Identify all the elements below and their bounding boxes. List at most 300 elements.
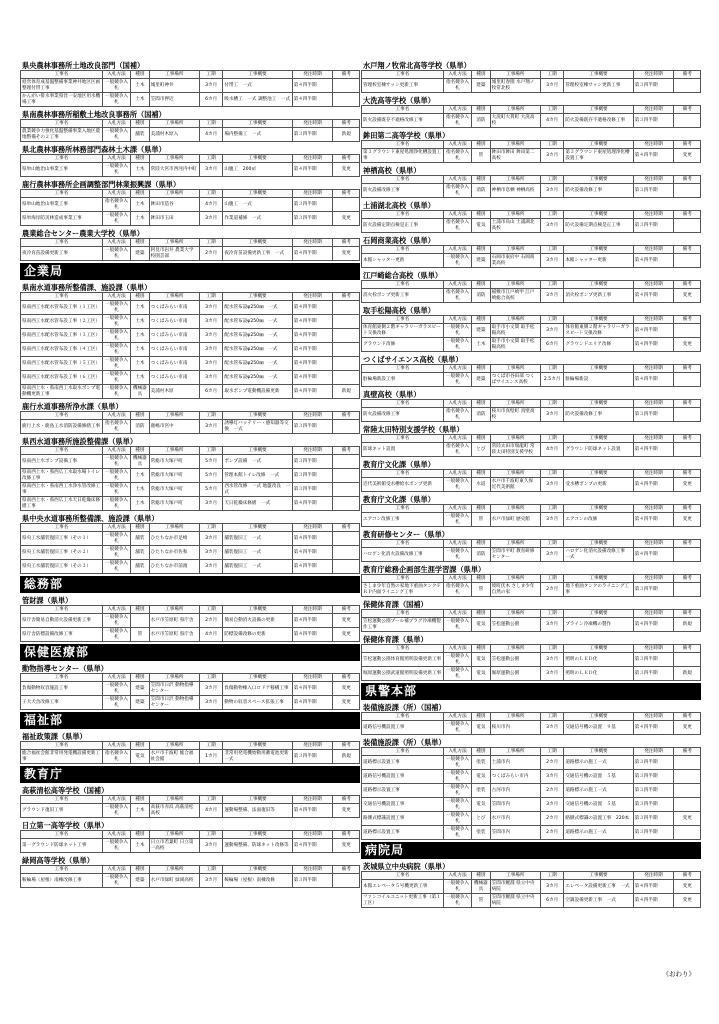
construction-table [20, 830, 360, 853]
table-row [21, 128, 360, 142]
column-header: 工事概要 [564, 176, 633, 184]
table-cell: 第４四半期 [292, 560, 333, 574]
section-title: 神栖高校（県単） [363, 166, 421, 175]
construction-table [20, 865, 360, 888]
column-header: 入札方法 [102, 412, 130, 420]
section [20, 731, 360, 764]
table-cell: 県南西工水配水管布設工事（２工区） [21, 315, 103, 329]
column-header: 工事概要 [564, 872, 633, 880]
table-row [21, 682, 360, 696]
column-header: 種別 [472, 505, 491, 513]
column-header: 工期 [540, 505, 563, 513]
column-header: 工事名 [21, 239, 103, 247]
column-header: 種別 [131, 447, 150, 455]
table-cell: 一般競争入札 [102, 329, 130, 343]
table-cell: 一般競争入札 [102, 682, 130, 696]
table-row [362, 443, 701, 457]
table-cell [674, 254, 701, 268]
table-cell: 指名競争入札 [102, 420, 130, 434]
section [361, 529, 701, 562]
table-row [21, 750, 360, 764]
section [20, 595, 360, 642]
table-cell: 鉾田市造谷 [149, 198, 199, 212]
table-cell: 第３四半期 [292, 212, 333, 226]
column-header: 発注時期 [292, 831, 333, 839]
column-header: 入札方法 [102, 866, 130, 874]
table-cell: 5カ月 [199, 469, 222, 483]
column-header: 備考 [674, 316, 701, 324]
column-header: 入札方法 [102, 447, 130, 455]
table-row [21, 483, 360, 497]
table-row [21, 614, 360, 628]
table-cell: 第４四半期 [633, 149, 674, 163]
table-cell: ポンプ設備 一式 [223, 455, 292, 469]
table-cell: 一般競争入札 [102, 301, 130, 315]
header-row [362, 872, 701, 880]
table-cell: 第３四半期 [633, 798, 674, 812]
column-header: 工事場所 [490, 365, 540, 373]
table-row [362, 79, 701, 93]
column-header: 種別 [131, 190, 150, 198]
column-header: 発注時期 [633, 610, 674, 618]
table-cell: 一般競争入札 [102, 93, 130, 107]
table-cell: 県単山地治山事業工事 [21, 163, 103, 177]
table-cell: 阿見市岩井 農業大学校園芸部 [149, 247, 199, 261]
construction-table [20, 673, 360, 710]
column-header: 種別 [472, 365, 491, 373]
column-header: 工事名 [362, 176, 444, 184]
table-row [21, 546, 360, 560]
table-cell: 笠間市日沢 動物指導センター [149, 696, 199, 710]
table-cell: 変更 [674, 289, 701, 303]
column-header: 工事名 [21, 796, 103, 804]
column-header: 工事場所 [149, 447, 199, 455]
section-title: 動物指導センター（県単） [22, 664, 108, 673]
column-header: 工期 [199, 447, 222, 455]
table-cell: 美浦村木原 [149, 385, 199, 399]
table-cell: 作業道補修 一式 [223, 212, 292, 226]
table-row [21, 385, 360, 399]
table-cell [674, 408, 701, 422]
construction-table [361, 140, 701, 163]
column-header: 工事名 [362, 645, 444, 653]
column-header: 備考 [333, 412, 360, 420]
table-cell: 運動場整備、防球ネット改修等 [223, 839, 292, 853]
column-header: 種別 [472, 281, 491, 289]
column-header: 工事場所 [490, 505, 540, 513]
column-header: 入札方法 [102, 831, 130, 839]
column-header: 入札方法 [102, 155, 130, 163]
table-cell: 県南西工水配水管布設工事（５工区） [21, 357, 103, 371]
column-header: 工事場所 [490, 211, 540, 219]
construction-table [361, 504, 701, 527]
table-cell: 第４四半期 [633, 548, 674, 562]
section [361, 165, 701, 198]
table-cell: 配水管布設φ250㎜ 一式 [223, 371, 292, 385]
table-cell: 舗装 [131, 532, 150, 546]
table-cell: 一般競争入札 [102, 315, 130, 329]
table-cell: 変更 [674, 894, 701, 908]
column-header: 発注時期 [633, 872, 674, 880]
column-header: 工事概要 [564, 141, 633, 149]
construction-table [361, 70, 701, 93]
section-title: 土浦湖北高校（県単） [363, 201, 435, 210]
table-cell: 一般競争入札 [443, 254, 471, 268]
section-title: 県南農林事務所稲敷土地改良事務所（国補） [22, 110, 166, 119]
table-cell: 一般競争入札 [443, 478, 471, 492]
column-header: 工事概要 [564, 713, 633, 721]
table-cell: 道路標示の施工一式 [564, 784, 633, 798]
table-cell: 塗装 [472, 784, 491, 798]
column-header: 工期 [540, 748, 563, 756]
table-cell: 笠間市内 [490, 798, 540, 812]
column-header: 工事名 [362, 281, 444, 289]
section-title: 石岡商業高校（県単） [363, 236, 435, 245]
column-header: 工期 [540, 365, 563, 373]
table-cell: つくばみらい市南 [149, 357, 199, 371]
column-header: 備考 [333, 447, 360, 455]
table-cell: 指名競争入札 [443, 583, 471, 597]
table-cell: 第４四半期 [292, 696, 333, 710]
table-cell: 一般競争入札 [443, 756, 471, 770]
column-header: 種別 [131, 796, 150, 804]
table-cell: 一般競争入札 [102, 128, 130, 142]
table-row [21, 560, 360, 574]
table-cell: 常総市大塚戸町 [149, 469, 199, 483]
table-cell [333, 497, 360, 511]
table-cell: 一般競争入札 [102, 614, 130, 628]
table-cell: 水戸市千波町東久保 近代美術館 [490, 478, 540, 492]
column-header: 工事名 [362, 713, 444, 721]
column-header: 工事名 [362, 141, 444, 149]
column-header: 工事概要 [564, 246, 633, 254]
section-title: 農業総合センター農業大学校（県単） [22, 229, 144, 238]
section [361, 737, 701, 840]
table-cell: 一般競争入札 [102, 163, 130, 177]
column-header: 工事概要 [564, 106, 633, 114]
construction-table [20, 70, 360, 107]
table-cell: 水道 [472, 478, 491, 492]
table-cell: 変更 [674, 338, 701, 352]
section [20, 785, 360, 818]
table-cell [131, 614, 150, 628]
column-header: 入札方法 [443, 470, 471, 478]
table-cell: 空調設備更新工事 一式 [564, 894, 633, 908]
table-cell [333, 483, 360, 497]
table-row [21, 497, 360, 511]
construction-table [20, 292, 360, 399]
table-cell: 道路標示設置工事 [362, 826, 444, 840]
column-header: 入札方法 [443, 748, 471, 756]
table-cell: つくばみらい市南 [149, 315, 199, 329]
column-header: 工事概要 [564, 365, 633, 373]
table-cell: 新規 [333, 385, 360, 399]
table-cell: 土木 [131, 839, 150, 853]
table-cell: 一般競争入札 [102, 343, 130, 357]
column-header: 入札方法 [443, 176, 471, 184]
table-cell: 土木 [131, 301, 150, 315]
column-header: 入札方法 [102, 524, 130, 532]
table-cell: 体育館東側２階ギャラリーガラスピート交換改修 [362, 324, 444, 338]
table-cell: 変更 [333, 628, 360, 642]
column-header: 種別 [131, 524, 150, 532]
construction-table [361, 434, 701, 457]
section-title: 県北農林事務所林務部門森林土木課（県単） [22, 145, 166, 154]
header-row [362, 365, 701, 373]
table-cell: 笠松運動公園 [490, 653, 540, 667]
table-cell: 簡易自動消火設備の更新 [223, 614, 292, 628]
column-header: 入札方法 [102, 674, 130, 682]
table-cell: 電気 [131, 750, 150, 764]
table-cell: 消防 [472, 184, 491, 198]
table-cell: 土木 [131, 93, 150, 107]
section [361, 599, 701, 632]
table-cell: 3カ月 [199, 301, 222, 315]
table-cell: 土木 [131, 79, 150, 93]
table-row [21, 301, 360, 315]
table-cell: 土木 [131, 163, 150, 177]
column-header: 備考 [674, 365, 701, 373]
table-cell: 3カ月 [540, 798, 563, 812]
column-header: 入札方法 [443, 540, 471, 548]
table-cell: 石岡市東府中 石岡商業高校 [490, 254, 540, 268]
table-cell: 第４四半期 [292, 385, 333, 399]
table-cell [333, 93, 360, 107]
table-cell: 舗装 [131, 546, 150, 560]
header-row [362, 540, 701, 548]
column-header: 発注時期 [292, 674, 333, 682]
table-cell: 神栖市息栖 神栖高校 [490, 184, 540, 198]
table-cell: 第３四半期 [633, 219, 674, 233]
table-row [362, 408, 701, 422]
column-header: 工事場所 [490, 470, 540, 478]
column-header: 発注時期 [633, 141, 674, 149]
column-header: 工期 [199, 831, 222, 839]
table-cell [333, 357, 360, 371]
section-title: 大洗高等学校（県単） [363, 96, 435, 105]
construction-table [361, 574, 701, 597]
table-cell: 土木 [131, 497, 150, 511]
column-header: 発注時期 [292, 239, 333, 247]
column-header: 備考 [333, 606, 360, 614]
column-header: 工事名 [362, 246, 444, 254]
table-row [21, 874, 360, 888]
table-cell: 第３四半期 [633, 79, 674, 93]
header-row [362, 645, 701, 653]
table-cell: 道路標示設置工事 [362, 756, 444, 770]
table-cell: 水戸市緑町 歴史館 [490, 513, 540, 527]
table-cell: 指名競争入札 [102, 750, 130, 764]
table-cell: 土木 [131, 804, 150, 818]
column-header: 発注時期 [292, 190, 333, 198]
table-cell: 3カ月 [199, 546, 222, 560]
construction-table [361, 399, 701, 422]
table-cell: 2カ月 [199, 614, 222, 628]
table-cell: 3カ月 [540, 184, 563, 198]
table-cell: 稲敷市江戸崎甲 江戸崎総合高校 [490, 289, 540, 303]
table-cell: 管理校室棟サッシ更新工事 [564, 79, 633, 93]
table-cell: ファンコイルユニット更新工事（第１工区） [362, 894, 444, 908]
table-cell: 第３四半期 [292, 420, 333, 434]
table-row [362, 583, 701, 597]
column-header: 工事名 [21, 866, 103, 874]
table-cell: 第４四半期 [292, 163, 333, 177]
column-header: 工期 [540, 872, 563, 880]
table-cell: 笠間市鯉淵 県立中央病院 [490, 894, 540, 908]
column-header: 入札方法 [443, 141, 471, 149]
table-cell: 水戸市千波町 総合福祉会館 [149, 750, 199, 764]
table-cell: 水戸市内 [490, 812, 540, 826]
table-cell: 第４四半期 [292, 93, 333, 107]
table-cell: 土浦市内 [490, 756, 540, 770]
table-cell: 一般競争入札 [443, 812, 471, 826]
table-cell: 6カ月 [540, 338, 563, 352]
column-header: 備考 [333, 524, 360, 532]
column-header: 工期 [540, 713, 563, 721]
column-header: 工事場所 [149, 239, 199, 247]
section-title: 装備施設課（所）（国補） [363, 703, 446, 712]
table-cell: 変更 [674, 880, 701, 894]
table-cell: 本館シャッター更新 [564, 254, 633, 268]
column-header: 発注時期 [292, 606, 333, 614]
column-header: 発注時期 [633, 540, 674, 548]
table-cell: 3カ月 [540, 478, 563, 492]
section [20, 144, 360, 177]
construction-table [361, 871, 701, 908]
column-header: 備考 [674, 505, 701, 513]
table-cell: 県央工水舗装復旧工事（その２） [21, 546, 103, 560]
table-cell: ハロゲン化消火設備改修工事 一式 [564, 548, 633, 562]
table-cell: 第３グラウンド東屋処理浄化槽設置工事 [362, 149, 444, 163]
table-cell: 2カ月 [540, 812, 563, 826]
table-cell: 3カ月 [540, 653, 563, 667]
table-cell: 6カ月 [199, 93, 222, 107]
table-cell: 変更 [333, 839, 360, 853]
table-row [362, 114, 701, 128]
column-header: 発注時期 [633, 106, 674, 114]
table-cell: 舗装復旧工 一式 [223, 546, 292, 560]
table-cell: 消防 [472, 548, 491, 562]
column-header: 工事概要 [223, 293, 292, 301]
column-header: 備考 [674, 106, 701, 114]
table-cell: 4カ月 [199, 128, 222, 142]
column-header: 工事場所 [149, 71, 199, 79]
table-cell [674, 583, 701, 597]
table-cell: 土木 [131, 469, 150, 483]
column-header: 種別 [472, 610, 491, 618]
column-header: 種別 [472, 71, 491, 79]
table-cell: 3カ月 [540, 721, 563, 735]
column-header: 発注時期 [633, 748, 674, 756]
table-cell: 笠松運動公園体育館照明設備更新工事 [362, 653, 444, 667]
section-title: 日立第一高等学校（県単） [22, 821, 109, 830]
table-cell: 2カ月 [540, 784, 563, 798]
table-cell: 管 [131, 628, 150, 642]
table-cell: 子犬犬舎改修工事 [21, 696, 103, 710]
column-header: 入札方法 [443, 400, 471, 408]
table-cell: ハロゲン化消火設備改修工事 [362, 548, 444, 562]
section [361, 389, 701, 422]
construction-table [361, 210, 701, 233]
section-title: 鹿行水道事務所浄水課（県単） [22, 402, 123, 411]
column-header: 工事場所 [490, 575, 540, 583]
table-cell: 県央工水舗装復旧工事（その１） [21, 532, 103, 546]
column-header: 入札方法 [102, 742, 130, 750]
table-cell [674, 798, 701, 812]
column-header: 種別 [472, 176, 491, 184]
column-header: 種別 [472, 400, 491, 408]
table-cell: 指名競争入札 [102, 198, 130, 212]
table-cell: 4カ月 [540, 443, 563, 457]
column-header: 工事場所 [149, 524, 199, 532]
table-cell: 本館シャッター更新 [362, 254, 444, 268]
table-row [21, 329, 360, 343]
table-cell: とび [472, 812, 491, 826]
column-header: 工期 [199, 293, 222, 301]
table-cell: 堀原運動公園 [490, 667, 540, 681]
table-cell: 第４四半期 [292, 247, 333, 261]
column-header: 工事名 [362, 211, 444, 219]
header-row [21, 71, 360, 79]
column-header: 工事場所 [149, 606, 199, 614]
table-cell: 堀原運動公園武道館照明設備更新工事 [362, 667, 444, 681]
table-cell: 第３四半期 [633, 826, 674, 840]
table-cell: ひたちなか市前渡 [149, 560, 199, 574]
table-cell [333, 343, 360, 357]
table-cell: 体育館東側２階ギャラリーガラスピート交換改修 [564, 324, 633, 338]
column-header: 入札方法 [102, 606, 130, 614]
header-row [21, 293, 360, 301]
column-header: 工事概要 [223, 190, 292, 198]
table-cell: 3カ月 [540, 618, 563, 632]
column-header: 種別 [131, 155, 150, 163]
column-header: 工事場所 [490, 141, 540, 149]
table-cell: 鉾田市鉾田 鉾田第二高校 [490, 149, 540, 163]
table-cell [674, 324, 701, 338]
table-cell: 交通信号機の設置 ５基 [564, 770, 633, 784]
section [361, 861, 701, 908]
table-cell: 近代美術館受水槽給水ポンプ更新 [362, 478, 444, 492]
table-cell: 3カ月 [540, 324, 563, 338]
table-cell: 土木 [131, 329, 150, 343]
column-header: 工事場所 [490, 645, 540, 653]
column-header: 工事概要 [223, 606, 292, 614]
table-row [362, 219, 701, 233]
header-row [21, 412, 360, 420]
column-header: 工事名 [21, 71, 103, 79]
table-cell: 土木 [131, 483, 150, 497]
column-header: 発注時期 [292, 71, 333, 79]
section-title: 装備施設課（所）（県単） [363, 738, 446, 747]
table-cell: 古河市内 [490, 784, 540, 798]
table-cell: エレベータ設備更新工事 一式 [564, 880, 633, 894]
table-cell: 建築 [131, 682, 150, 696]
column-header: 工期 [199, 71, 222, 79]
table-cell: 塗装 [472, 756, 491, 770]
table-cell: 第３四半期 [633, 583, 674, 597]
table-cell: 総合福祉会館非常用発電機設備更新工事 [21, 750, 103, 764]
column-header: 工期 [540, 645, 563, 653]
header-row [21, 831, 360, 839]
column-header: 工期 [540, 141, 563, 149]
table-cell: 第４四半期 [633, 443, 674, 457]
column-header: 工事概要 [564, 610, 633, 618]
section [20, 60, 360, 107]
table-cell: プライン冷凍機の製作 [564, 618, 633, 632]
table-cell: 一般競争入札 [443, 618, 471, 632]
table-cell: 県単海岸防災林造成事業工事 [21, 212, 103, 226]
column-header: 備考 [333, 155, 360, 163]
